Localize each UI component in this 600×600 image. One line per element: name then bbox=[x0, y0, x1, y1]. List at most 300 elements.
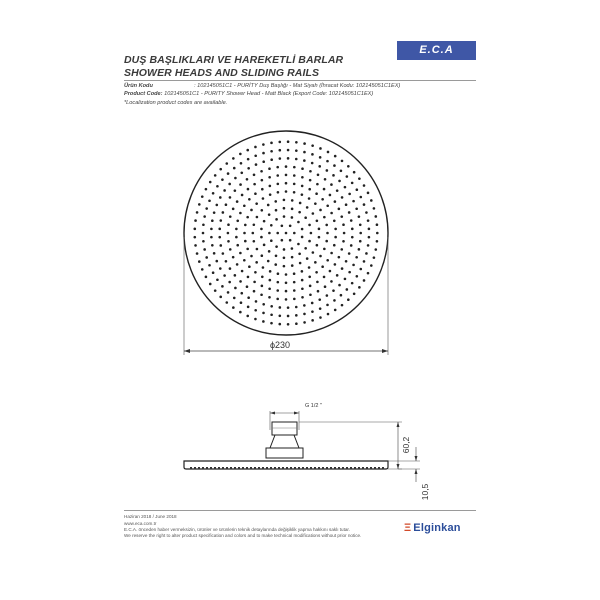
nozzle bbox=[285, 232, 288, 235]
nozzle bbox=[340, 215, 343, 218]
nozzle bbox=[304, 216, 307, 219]
nozzle bbox=[301, 270, 304, 273]
nozzle bbox=[262, 303, 265, 306]
nozzle bbox=[234, 177, 237, 180]
side-nozzle bbox=[250, 467, 252, 469]
side-nozzle bbox=[222, 467, 224, 469]
nozzle bbox=[332, 174, 335, 177]
footer-divider bbox=[124, 510, 476, 511]
nozzle bbox=[250, 255, 253, 258]
nozzle bbox=[323, 276, 326, 279]
nozzle bbox=[283, 248, 286, 251]
nozzle bbox=[276, 174, 279, 177]
thread-label: G 1/2 " bbox=[305, 403, 322, 409]
nozzle bbox=[303, 151, 306, 154]
nozzle bbox=[254, 154, 257, 157]
nozzle bbox=[248, 265, 251, 268]
nozzle bbox=[330, 280, 333, 283]
nozzle bbox=[277, 281, 280, 284]
nozzle bbox=[225, 203, 228, 206]
side-nozzle bbox=[298, 467, 300, 469]
nozzle bbox=[338, 180, 341, 183]
nozzle bbox=[202, 240, 205, 243]
nozzle bbox=[263, 220, 266, 223]
nozzle bbox=[243, 232, 246, 235]
nozzle bbox=[326, 160, 329, 163]
side-nozzle bbox=[378, 467, 380, 469]
nozzle bbox=[240, 301, 243, 304]
nozzle bbox=[291, 199, 294, 202]
nozzle bbox=[210, 228, 213, 231]
nozzle bbox=[309, 179, 312, 182]
nozzle bbox=[247, 158, 250, 161]
nozzle bbox=[269, 185, 272, 188]
nozzle bbox=[240, 162, 243, 165]
nozzle bbox=[247, 188, 250, 191]
nozzle bbox=[295, 306, 298, 309]
nozzle bbox=[293, 232, 296, 235]
nozzle bbox=[316, 281, 319, 284]
nozzle bbox=[351, 182, 354, 185]
product-code-en-value: 102145051C1 - PURITY Shower Head - Matt Black (Export Code: 102145051C1EX) bbox=[164, 91, 374, 97]
side-nozzle bbox=[374, 467, 376, 469]
nozzle bbox=[321, 198, 324, 201]
nozzle bbox=[317, 290, 320, 293]
nozzle bbox=[334, 155, 337, 158]
nozzle bbox=[340, 248, 343, 251]
nozzle bbox=[253, 174, 256, 177]
nozzle bbox=[239, 252, 242, 255]
height-label: 60,2 bbox=[401, 436, 411, 454]
nozzle bbox=[341, 267, 344, 270]
nozzle bbox=[262, 266, 265, 269]
nozzle bbox=[333, 164, 336, 167]
nozzle bbox=[303, 321, 306, 324]
nozzle bbox=[244, 240, 247, 243]
nozzle bbox=[295, 314, 298, 317]
nozzle bbox=[355, 256, 358, 259]
nozzle bbox=[196, 252, 199, 255]
nozzle bbox=[283, 199, 286, 202]
nozzle bbox=[287, 323, 290, 326]
nozzle bbox=[213, 211, 216, 214]
thread-connector bbox=[272, 422, 297, 435]
nozzle bbox=[319, 307, 322, 310]
nozzle bbox=[263, 244, 266, 247]
nozzle bbox=[363, 203, 366, 206]
nozzle bbox=[318, 298, 321, 301]
nozzle bbox=[268, 250, 271, 253]
nozzle bbox=[208, 264, 211, 267]
nozzle bbox=[287, 157, 290, 160]
nozzle bbox=[203, 215, 206, 218]
nozzle bbox=[219, 168, 222, 171]
nozzle bbox=[353, 171, 356, 174]
nozzle bbox=[311, 302, 314, 305]
nozzle bbox=[212, 192, 215, 195]
nozzle bbox=[326, 169, 329, 172]
nozzle bbox=[338, 284, 341, 287]
side-nozzle bbox=[334, 467, 336, 469]
nozzle bbox=[268, 176, 271, 179]
nozzle bbox=[253, 290, 256, 293]
nozzle bbox=[301, 296, 304, 299]
side-nozzle bbox=[210, 467, 212, 469]
nozzle bbox=[287, 306, 290, 309]
nozzle bbox=[311, 144, 314, 147]
nozzle bbox=[235, 236, 238, 239]
nozzle bbox=[254, 318, 257, 321]
side-nozzle bbox=[230, 467, 232, 469]
nozzle bbox=[246, 216, 249, 219]
nozzle bbox=[367, 219, 370, 222]
side-nozzle bbox=[254, 467, 256, 469]
nozzle bbox=[239, 280, 242, 283]
nozzle bbox=[376, 240, 379, 243]
nozzle bbox=[270, 158, 273, 161]
nozzle bbox=[234, 274, 237, 277]
nozzle bbox=[267, 260, 270, 263]
nozzle bbox=[352, 264, 355, 267]
nozzle bbox=[268, 296, 271, 299]
nozzle bbox=[202, 232, 205, 235]
thread-arrow-left bbox=[270, 412, 275, 415]
nozzle bbox=[275, 245, 278, 248]
nozzle bbox=[262, 160, 265, 163]
nozzle bbox=[295, 158, 298, 161]
side-nozzle bbox=[202, 467, 204, 469]
nozzle bbox=[255, 163, 258, 166]
nozzle bbox=[255, 300, 258, 303]
nozzle bbox=[275, 209, 278, 212]
nozzle bbox=[205, 188, 208, 191]
nozzle bbox=[351, 236, 354, 239]
nozzle bbox=[373, 256, 376, 259]
nozzle bbox=[260, 170, 263, 173]
nozzle bbox=[319, 316, 322, 319]
nozzle bbox=[298, 211, 301, 214]
nozzle bbox=[363, 279, 366, 282]
nozzle bbox=[315, 192, 318, 195]
nozzle bbox=[283, 265, 286, 268]
nozzle bbox=[311, 162, 314, 165]
nozzle bbox=[243, 259, 246, 262]
nozzle bbox=[348, 271, 351, 274]
nozzle bbox=[281, 225, 284, 228]
nozzle bbox=[334, 263, 337, 266]
side-nozzle bbox=[366, 467, 368, 469]
nozzle bbox=[221, 285, 224, 288]
nozzle bbox=[236, 263, 239, 266]
nozzle bbox=[202, 223, 205, 226]
side-nozzle bbox=[382, 467, 384, 469]
nozzle bbox=[324, 178, 327, 181]
nozzle bbox=[247, 296, 250, 299]
nozzle bbox=[308, 197, 311, 200]
side-nozzle bbox=[214, 467, 216, 469]
nozzle bbox=[268, 167, 271, 170]
nozzle bbox=[279, 314, 282, 317]
nozzle bbox=[291, 216, 294, 219]
title-turkish: DUŞ BAŞLIKLARI VE HAREKETLİ BARLAR bbox=[124, 54, 344, 66]
nozzle bbox=[358, 177, 361, 180]
nozzle bbox=[233, 167, 236, 170]
nozzle bbox=[359, 268, 362, 271]
nozzle bbox=[343, 232, 346, 235]
nozzle bbox=[244, 224, 247, 227]
nozzle bbox=[312, 212, 315, 215]
nozzle bbox=[221, 178, 224, 181]
nozzle bbox=[268, 232, 271, 235]
nozzle bbox=[291, 264, 294, 267]
nozzle bbox=[359, 232, 362, 235]
nozzle bbox=[250, 209, 253, 212]
nozzle bbox=[291, 256, 294, 259]
side-nozzle bbox=[286, 467, 288, 469]
side-nozzle bbox=[246, 467, 248, 469]
nozzle-grid bbox=[193, 140, 378, 325]
side-nozzle bbox=[370, 467, 372, 469]
nozzle bbox=[246, 285, 249, 288]
nozzle bbox=[334, 228, 337, 231]
nozzle bbox=[285, 174, 288, 177]
nozzle bbox=[324, 285, 327, 288]
nozzle bbox=[301, 279, 304, 282]
nozzle bbox=[344, 278, 347, 281]
nozzle bbox=[336, 274, 339, 277]
nozzle bbox=[356, 188, 359, 191]
nozzle bbox=[348, 193, 351, 196]
nozzle bbox=[312, 251, 315, 254]
nozzle bbox=[205, 256, 208, 259]
nozzle bbox=[278, 141, 281, 144]
neck bbox=[266, 448, 303, 458]
side-nozzle bbox=[294, 467, 296, 469]
thickness-arrow-top bbox=[415, 456, 418, 461]
ball-joint bbox=[270, 435, 299, 448]
nozzle bbox=[283, 215, 286, 218]
nozzle bbox=[232, 256, 235, 259]
nozzle bbox=[332, 289, 335, 292]
nozzle bbox=[358, 215, 361, 218]
eca-logo-text: E.C.A bbox=[419, 44, 454, 56]
nozzle bbox=[308, 276, 311, 279]
nozzle bbox=[319, 209, 322, 212]
nozzle bbox=[210, 236, 213, 239]
nozzle bbox=[326, 294, 329, 297]
nozzle bbox=[208, 199, 211, 202]
nozzle bbox=[334, 309, 337, 312]
nozzle bbox=[276, 298, 279, 301]
nozzle bbox=[330, 212, 333, 215]
nozzle bbox=[301, 185, 304, 188]
nozzle bbox=[342, 223, 345, 226]
arrow-right bbox=[382, 349, 388, 353]
nozzle bbox=[358, 286, 361, 289]
height-arrow-bottom bbox=[397, 464, 400, 469]
nozzle bbox=[359, 196, 362, 199]
nozzle bbox=[287, 149, 290, 152]
localization-note: *Localization product codes are available. bbox=[124, 100, 228, 106]
nozzle bbox=[330, 183, 333, 186]
nozzle bbox=[260, 293, 263, 296]
nozzle bbox=[341, 304, 344, 307]
nozzle bbox=[279, 157, 282, 160]
nozzle bbox=[285, 182, 288, 185]
nozzle bbox=[255, 261, 258, 264]
nozzle bbox=[345, 203, 348, 206]
nozzle bbox=[219, 267, 222, 270]
nozzle bbox=[260, 228, 263, 231]
nozzle bbox=[336, 189, 339, 192]
nozzle bbox=[214, 289, 217, 292]
nozzle bbox=[227, 232, 230, 235]
nozzle bbox=[277, 272, 280, 275]
nozzle bbox=[255, 202, 258, 205]
nozzle bbox=[293, 166, 296, 169]
nozzle bbox=[333, 219, 336, 222]
nozzle bbox=[270, 224, 273, 227]
nozzle bbox=[278, 323, 281, 326]
side-nozzle bbox=[346, 467, 348, 469]
nozzle bbox=[347, 298, 350, 301]
nozzle bbox=[227, 223, 230, 226]
nozzle bbox=[340, 169, 343, 172]
nozzle bbox=[233, 297, 236, 300]
side-nozzle bbox=[314, 467, 316, 469]
nozzle bbox=[318, 165, 321, 168]
nozzle bbox=[353, 292, 356, 295]
nozzle bbox=[301, 167, 304, 170]
nozzle bbox=[341, 160, 344, 163]
nozzle bbox=[246, 178, 249, 181]
nozzle bbox=[293, 183, 296, 186]
nozzle bbox=[301, 228, 304, 231]
nozzle bbox=[368, 236, 371, 239]
nozzle bbox=[203, 248, 206, 251]
nozzle bbox=[315, 271, 318, 274]
nozzle bbox=[262, 143, 265, 146]
nozzle bbox=[254, 146, 257, 149]
side-nozzle bbox=[190, 467, 192, 469]
nozzle bbox=[229, 196, 232, 199]
nozzle bbox=[261, 188, 264, 191]
nozzle bbox=[239, 153, 242, 156]
nozzle bbox=[299, 262, 302, 265]
nozzle bbox=[350, 219, 353, 222]
nozzle bbox=[326, 232, 329, 235]
nozzle bbox=[246, 248, 249, 251]
nozzle bbox=[274, 200, 277, 203]
nozzle bbox=[295, 141, 298, 144]
nozzle bbox=[363, 184, 366, 187]
nozzle bbox=[232, 208, 235, 211]
nozzle bbox=[376, 232, 379, 235]
nozzle bbox=[276, 166, 279, 169]
diameter-label: ϕ230 bbox=[269, 340, 291, 350]
nozzle bbox=[346, 288, 349, 291]
nozzle bbox=[370, 199, 373, 202]
side-nozzle bbox=[290, 467, 292, 469]
nozzle bbox=[239, 183, 242, 186]
nozzle bbox=[211, 219, 214, 222]
nozzle bbox=[309, 293, 312, 296]
nozzle bbox=[329, 194, 332, 197]
nozzle bbox=[310, 232, 313, 235]
nozzle bbox=[367, 272, 370, 275]
side-nozzle bbox=[362, 467, 364, 469]
nozzle bbox=[311, 153, 314, 156]
nozzle bbox=[193, 236, 196, 239]
side-nozzle bbox=[242, 467, 244, 469]
nozzle bbox=[216, 278, 219, 281]
nozzle bbox=[329, 270, 332, 273]
nozzle bbox=[269, 279, 272, 282]
nozzle bbox=[334, 200, 337, 203]
nozzle bbox=[253, 223, 256, 226]
nozzle bbox=[194, 244, 197, 247]
nozzle bbox=[201, 195, 204, 198]
arrow-left bbox=[184, 349, 190, 353]
nozzle bbox=[261, 276, 264, 279]
thickness-arrow-bottom bbox=[415, 469, 418, 474]
nozzle bbox=[323, 216, 326, 219]
footer-note-en: We reserve the right to alter product specification and colors and to make technical modifications without prior notice. bbox=[124, 533, 362, 538]
nozzle bbox=[219, 296, 222, 299]
elginkan-logo bbox=[404, 522, 461, 534]
nozzle bbox=[293, 191, 296, 194]
nozzle bbox=[253, 183, 256, 186]
nozzle bbox=[275, 218, 278, 221]
nozzle bbox=[262, 320, 265, 323]
nozzle bbox=[303, 142, 306, 145]
nozzle bbox=[235, 228, 238, 231]
nozzle bbox=[261, 285, 264, 288]
nozzle bbox=[283, 257, 286, 260]
nozzle bbox=[303, 313, 306, 316]
nozzle bbox=[261, 209, 264, 212]
nozzle bbox=[309, 285, 312, 288]
nozzle bbox=[218, 228, 221, 231]
nozzle bbox=[240, 172, 243, 175]
nozzle bbox=[287, 140, 290, 143]
nozzle bbox=[374, 215, 377, 218]
footer-website[interactable]: www.eca.com.tr bbox=[124, 521, 157, 526]
side-nozzle bbox=[262, 467, 264, 469]
footer-date: Haziran 2018 / June 2018 bbox=[124, 514, 177, 519]
nozzle bbox=[227, 291, 230, 294]
nozzle bbox=[277, 183, 280, 186]
nozzle bbox=[262, 197, 265, 200]
nozzle bbox=[261, 179, 264, 182]
nozzle bbox=[352, 200, 355, 203]
nozzle bbox=[291, 247, 294, 250]
side-nozzle bbox=[310, 467, 312, 469]
nozzle bbox=[359, 240, 362, 243]
nozzle bbox=[239, 311, 242, 314]
nozzle bbox=[260, 236, 263, 239]
nozzle bbox=[229, 215, 232, 218]
product-code-tr-label: Ürün Kodu bbox=[124, 83, 153, 89]
nozzle bbox=[318, 236, 321, 239]
nozzle bbox=[365, 252, 368, 255]
nozzle bbox=[334, 236, 337, 239]
nozzle bbox=[246, 149, 249, 152]
nozzle bbox=[326, 304, 329, 307]
elginkan-name: Elginkan bbox=[413, 522, 461, 534]
side-nozzle bbox=[234, 467, 236, 469]
nozzle bbox=[281, 239, 284, 242]
